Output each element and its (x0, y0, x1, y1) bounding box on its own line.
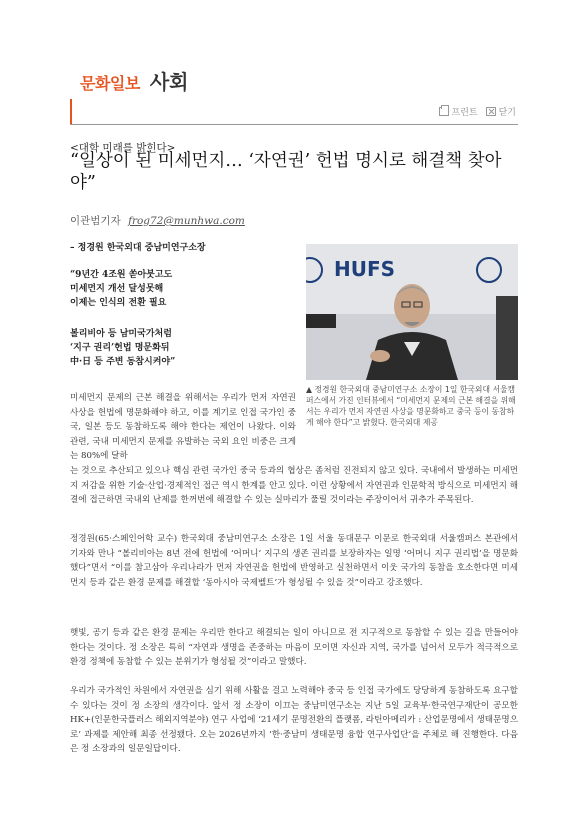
interview-photo-illustration (306, 244, 518, 380)
pull-quote-line: “9년간 4조원 쏟아붓고도 (70, 270, 173, 280)
close-label: 닫기 (498, 108, 516, 118)
byline (70, 213, 245, 228)
header-divider (70, 124, 518, 125)
print-icon (439, 107, 449, 116)
body-paragraph: 햇빛, 공기 등과 같은 환경 문제는 우리만 한다고 해결되는 일이 아니므로 전 지구적으로 동참할 수 있는 길을 만들어야 한다는 것이다. 정 소장은 특히 “자연과 생명을 존중하는 마음이 모이면 자신과 지역, 국가를 넘어서 모두가 적극적으로 환경 정책에 동참할 수 있는 분위기가 형성될 것”이라고 말했다. (70, 628, 518, 667)
body-paragraph: 우리가 국가적인 차원에서 자연권을 심기 위해 사활을 걸고 노력해야 중국 등 인접 국가에도 당당하게 동참하도록 요구할 수 있다는 것이 정 소장의 생각이다. 앞서 정 소장이 이끄는 중남미연구소는 지난 5일 교육부·한국연구재단이 공모한 HK+(인문한국플러스 해외지역분야) 연구 사업에 ‘21세기 문명전환의 플랫폼, 라틴아메리카 : 산업문명에서 생태문명으로’ 과제를 제안해 최종 선정됐다. 오는 2026년까지 ‘한·중남미 생태문명 융합 연구사업단’을 주체로 해 진행한다. 다음은 정 소장과의 일문일답이다. (70, 686, 519, 754)
pull-quote-line: ‘지구 권리’헌법 명문화뒤 (70, 343, 170, 353)
close-icon (486, 107, 496, 116)
photo-caption: ▲ 정경원 한국외대 중남미연구소 소장이 1일 한국외대 서울캠퍼스에서 가진 인터뷰에서 “미세먼지 문제의 근본 해결을 위해서는 우리가 먼저 자연권 사상을 명문화하고 중국 등이 동참하게 해야 한다”고 밝혔다. 한국외대 제공 (306, 385, 516, 427)
article-headline: “일상이 된 미세먼지… ‘자연권’ 헌법 명시로 해결책 찾아야” (70, 151, 502, 193)
body-paragraph: 는 것으로 추산되고 있으나 핵심 관련 국가인 중국 등과의 협상은 좀처럼 진전되지 않고 있다. 국내에서 발생하는 미세먼지 저감을 위한 기술·산업·경제적인 접근 역시 한계를 안고 있다. 이런 상황에서 자연권과 인문학적 방식으로 미세먼지 해결에 접근하면 국내외 난제를 한꺼번에 해결할 수 있는 실마리가 풀릴 것이라는 주장이어서 귀추가 주목된다. (70, 466, 518, 505)
print-button[interactable] (439, 105, 478, 118)
pull-quote-line: 미세먼지 개선 달성못해 (70, 284, 164, 294)
pull-quote-2 (70, 327, 290, 369)
hufs-banner-text: HUFS (334, 257, 396, 281)
pull-quote-1 (70, 268, 290, 310)
print-label: 프린트 (451, 108, 478, 118)
accent-bar (70, 99, 72, 125)
pull-quote-line: 이제는 인식의 전환 필요 (70, 298, 167, 308)
body-paragraph: 정경원(65·스페인어학 교수) 한국외대 중남미연구소 소장은 1일 서울 동대문구 이문로 한국외대 서울캠퍼스 본관에서 기자와 만나 “볼리비아는 8년 전에 헌법에 ‘어머니’ 지구의 생존 권리를 보장하자는 일명 ‘어머니 지구 권리법’을 명문화했다”면서 “이를 참고삼아 우리나라가 먼저 자연권을 헌법에 반영하고 실천하면서 이웃 국가의 동참을 호소한다면 미세먼지 등과 같은 환경 문제를 해결할 ‘동아시아 국제벨트’가 형성될 수 있을 것”이라고 강조했다. (70, 534, 518, 588)
article-tools (439, 105, 516, 118)
article-photo (306, 244, 518, 380)
reporter-email-link[interactable]: frog72@munhwa.com (128, 215, 245, 227)
section-title: 사회 (149, 70, 189, 94)
brand-logo[interactable]: 문화일보 (80, 74, 140, 93)
pull-quote-line: 中·日 등 주변 동참시켜야” (70, 357, 176, 367)
close-button[interactable] (486, 105, 516, 118)
pull-quote-line: 볼리비아 등 남미국가처럼 (70, 329, 172, 339)
series-kicker: <대학 미래를 밝힌다> (70, 142, 176, 154)
interviewee-line: – 정경원 한국외대 중남미연구소장 (70, 243, 206, 253)
body-paragraph: 미세먼지 문제의 근본 해결을 위해서는 우리가 먼저 자연권 사상을 헌법에 명문화해야 하고, 이를 계기로 인접 국가인 중국, 일본 등도 동참하도록 해야 한다는 제언이 나왔다. 이와 관련, 국내 미세먼지 문제를 유발하는 국외 요인 비중은 크게는 80%에 달하 (70, 393, 296, 461)
masthead (80, 66, 188, 95)
reporter-name: 이관범기자 (70, 215, 121, 227)
